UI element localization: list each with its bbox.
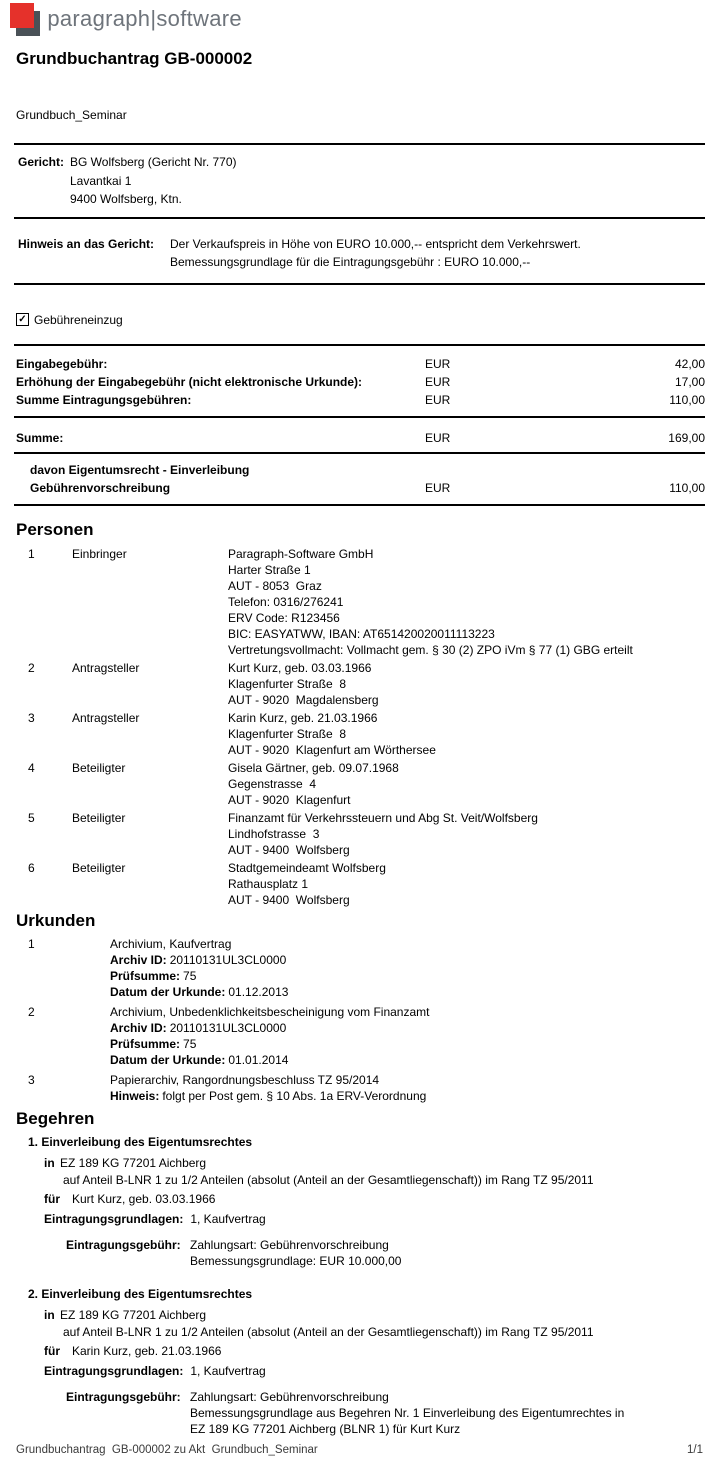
akt-name: Grundbuch_Seminar: [16, 108, 127, 122]
person-detail-line: Finanzamt für Verkehrssteuern und Abg St. Veit/Wolfsberg: [228, 810, 538, 825]
person-role: Antragsteller: [72, 660, 140, 675]
breakdown-block: [0, 461, 711, 497]
divider: [14, 283, 705, 285]
gebuehr-line: Bemessungsgrundlage: EUR 10.000,00: [190, 1253, 402, 1268]
divider: [14, 452, 705, 454]
gebuehr-line: Bemessungsgrundlage aus Begehren Nr. 1 Einverleibung des Eigentumrechtes in: [190, 1405, 625, 1420]
total-label: Summe:: [16, 430, 64, 445]
fee-currency: EUR: [425, 392, 451, 407]
hinweis-value: [170, 235, 711, 271]
gebuehreneinzug-row: [0, 312, 711, 328]
gericht-label: Gericht:: [18, 155, 65, 169]
person-detail-line: BIC: EASYATWW, IBAN: AT651420020011113223: [228, 626, 495, 641]
person-detail-line: Stadtgemeindeamt Wolfsberg: [228, 860, 386, 875]
begehren-grundlagen-line: Eintragungsgrundlagen: 1, Kaufvertrag: [44, 1363, 266, 1378]
total-amount: 169,00: [668, 430, 705, 445]
gericht-block: [0, 153, 711, 209]
urkunde-line: Archiv ID: 20110131UL3CL0000: [110, 1020, 287, 1035]
fee-row: [0, 355, 711, 373]
begehren-gebuehr-block: [0, 1237, 711, 1269]
gebuehr-line: EZ 189 KG 77201 Aichberg (BLNR 1) für Kurt Kurz: [190, 1421, 461, 1436]
urkunde-details: [110, 936, 711, 1000]
divider: [14, 217, 705, 219]
begehren-in-line: in EZ 189 KG 77201 Aichberg: [44, 1307, 207, 1322]
gebuehr-lines: [190, 1389, 711, 1437]
urkunde-row: [0, 1004, 711, 1068]
divider: [14, 416, 705, 418]
urkunde-line: Prüfsumme: 75: [110, 968, 197, 983]
begehren-title: 1. Einverleibung des Eigentumsrechtes: [28, 1134, 253, 1149]
page-footer: [16, 1444, 703, 1456]
begehren-item: [0, 1286, 711, 1437]
person-details: [228, 660, 711, 708]
divider: [14, 504, 705, 506]
fee-row: [0, 391, 711, 409]
begehren-anteil-line: auf Anteil B-LNR 1 zu 1/2 Anteilen (absolut (Anteil an der Gesamtliegenschaft)) im Rang TZ 95/2011: [63, 1324, 594, 1339]
begehren-heading: Begehren: [16, 1108, 95, 1128]
fee-label: Eingabegebühr:: [16, 356, 108, 371]
person-number: 2: [28, 660, 35, 675]
fee-amount: 17,00: [674, 374, 705, 389]
person-detail-line: AUT - 9400 Wolfsberg: [228, 842, 350, 857]
urkunde-line: Archivium, Unbedenklichkeitsbescheinigung vom Finanzamt: [110, 1004, 430, 1019]
person-detail-line: Klagenfurter Straße 8: [228, 676, 347, 691]
begehren-in-line: in EZ 189 KG 77201 Aichberg: [44, 1155, 207, 1170]
person-detail-line: AUT - 8053 Graz: [228, 578, 322, 593]
person-detail-line: Lindhofstrasse 3: [228, 826, 320, 841]
divider: [14, 344, 705, 346]
gebuehreneinzug-checkbox[interactable]: [16, 313, 29, 326]
hinweis-block: [0, 235, 711, 271]
breakdown-line: davon Eigentumsrecht - Einverleibung: [30, 462, 250, 477]
breakdown-label: Gebührenvorschreibung: [30, 480, 171, 495]
total-currency: EUR: [425, 430, 451, 445]
person-details: [228, 760, 711, 808]
begehren-title: 2. Einverleibung des Eigentumsrechtes: [28, 1286, 253, 1301]
person-details: [228, 710, 711, 758]
paragraph-software-logo-icon: [10, 3, 42, 37]
person-detail-line: Karin Kurz, geb. 21.03.1966: [228, 710, 378, 725]
urkunde-line: Datum der Urkunde: 01.12.2013: [110, 984, 289, 999]
begehren-gebuehr-block: [0, 1389, 711, 1437]
page-title: Grundbuchantrag GB-000002: [16, 49, 253, 68]
urkunde-details: [110, 1004, 711, 1068]
person-row: [0, 710, 711, 758]
divider: [14, 143, 705, 145]
breakdown-amount: 110,00: [669, 480, 705, 495]
person-detail-line: Harter Straße 1: [228, 562, 311, 577]
urkunde-row: [0, 936, 711, 1000]
begehren-item: [0, 1134, 711, 1269]
urkunde-line: Papierarchiv, Rangordnungsbeschluss TZ 95/2014: [110, 1072, 380, 1087]
urkunde-row: [0, 1072, 711, 1104]
person-number: 3: [28, 710, 35, 725]
gebuehr-lines: [190, 1237, 711, 1269]
person-number: 1: [28, 546, 35, 561]
gebuehreneinzug-label: Gebühreneinzug: [34, 312, 123, 327]
urkunde-line: Prüfsumme: 75: [110, 1036, 197, 1051]
person-row: [0, 760, 711, 808]
gebuehr-line: Zahlungsart: Gebührenvorschreibung: [190, 1389, 389, 1404]
person-detail-line: AUT - 9020 Magdalensberg: [228, 692, 379, 707]
logo-red-square: [10, 3, 34, 28]
total-row: [0, 429, 711, 447]
person-role: Beteiligter: [72, 760, 126, 775]
urkunde-line: Hinweis: folgt per Post gem. § 10 Abs. 1a ERV-Verordnung: [110, 1088, 427, 1103]
person-detail-line: Telefon: 0316/276241: [228, 594, 344, 609]
person-number: 5: [28, 810, 35, 825]
gericht-line: BG Wolfsberg (Gericht Nr. 770): [70, 155, 237, 169]
person-row: [0, 660, 711, 708]
gebuehr-label: Eintragungsgebühr:: [66, 1389, 181, 1404]
person-role: Einbringer: [72, 546, 127, 561]
fee-label: Erhöhung der Eingabegebühr (nicht elektronische Urkunde):: [16, 374, 363, 389]
logo: [0, 0, 711, 36]
person-detail-line: AUT - 9020 Klagenfurt am Wörthersee: [228, 742, 436, 757]
urkunde-number: 1: [28, 936, 35, 951]
fee-currency: EUR: [425, 374, 451, 389]
begehren-anteil-line: auf Anteil B-LNR 1 zu 1/2 Anteilen (absolut (Anteil an der Gesamtliegenschaft)) im Rang TZ 95/2011: [63, 1172, 594, 1187]
begehren-fuer-line: für Karin Kurz, geb. 21.03.1966: [44, 1343, 222, 1358]
person-details: [228, 546, 711, 658]
person-detail-line: Kurt Kurz, geb. 03.03.1966: [228, 660, 372, 675]
person-role: Beteiligter: [72, 810, 126, 825]
urkunde-number: 3: [28, 1072, 35, 1087]
person-row: [0, 810, 711, 858]
urkunde-line: Archiv ID: 20110131UL3CL0000: [110, 952, 287, 967]
gericht-value: [70, 153, 711, 209]
person-role: Antragsteller: [72, 710, 140, 725]
gebuehr-label: Eintragungsgebühr:: [66, 1237, 181, 1252]
gericht-line: Lavantkai 1: [70, 173, 132, 188]
footer-document-ref: Grundbuchantrag GB-000002 zu Akt Grundbuch_Seminar: [16, 1444, 318, 1456]
person-detail-line: AUT - 9400 Wolfsberg: [228, 892, 350, 907]
urkunde-details: [110, 1072, 711, 1104]
fee-amount: 110,00: [669, 392, 705, 407]
begehren-grundlagen-line: Eintragungsgrundlagen: 1, Kaufvertrag: [44, 1211, 266, 1226]
person-detail-line: Rathausplatz 1: [228, 876, 309, 891]
fee-amount: 42,00: [674, 356, 705, 371]
urkunden-heading: Urkunden: [16, 910, 96, 930]
footer-page-number: 1/1: [687, 1444, 703, 1456]
gericht-line: 9400 Wolfsberg, Ktn.: [70, 192, 182, 206]
breakdown-row: [0, 479, 711, 497]
urkunde-line: Archivium, Kaufvertrag: [110, 936, 232, 951]
person-detail-line: ERV Code: R123456: [228, 610, 340, 625]
fee-label: Summe Eintragungsgebühren:: [16, 392, 192, 407]
person-details: [228, 810, 711, 858]
person-role: Beteiligter: [72, 860, 126, 875]
fee-table: [0, 355, 711, 409]
personen-heading: Personen: [16, 519, 94, 539]
person-details: [228, 860, 711, 908]
person-row: [0, 546, 711, 658]
logo-text: paragraph|software: [47, 6, 242, 31]
person-row: [0, 860, 711, 908]
fee-row: [0, 373, 711, 391]
hinweis-line: Der Verkaufspreis in Höhe von EURO 10.000,-- entspricht dem Verkehrswert.: [170, 236, 581, 251]
person-detail-line: AUT - 9020 Klagenfurt: [228, 792, 351, 807]
hinweis-label: Hinweis an das Gericht:: [18, 236, 155, 251]
urkunde-line: Datum der Urkunde: 01.01.2014: [110, 1052, 289, 1067]
person-detail-line: Vertretungsvollmacht: Vollmacht gem. § 30 (2) ZPO iVm § 77 (1) GBG erteilt: [228, 642, 633, 657]
person-detail-line: Klagenfurter Straße 8: [228, 726, 347, 741]
gebuehr-line: Zahlungsart: Gebührenvorschreibung: [190, 1237, 389, 1252]
begehren-fuer-line: für Kurt Kurz, geb. 03.03.1966: [44, 1191, 216, 1206]
breakdown-currency: EUR: [425, 480, 451, 495]
hinweis-line: Bemessungsgrundlage für die Eintragungsgebühr : EURO 10.000,--: [170, 254, 531, 269]
person-number: 6: [28, 860, 35, 875]
check-icon: ✓: [18, 313, 27, 325]
person-detail-line: Gisela Gärtner, geb. 09.07.1968: [228, 760, 399, 775]
person-detail-line: Gegenstrasse 4: [228, 776, 317, 791]
urkunde-number: 2: [28, 1004, 35, 1019]
fee-currency: EUR: [425, 356, 451, 371]
person-detail-line: Paragraph-Software GmbH: [228, 546, 374, 561]
person-number: 4: [28, 760, 35, 775]
